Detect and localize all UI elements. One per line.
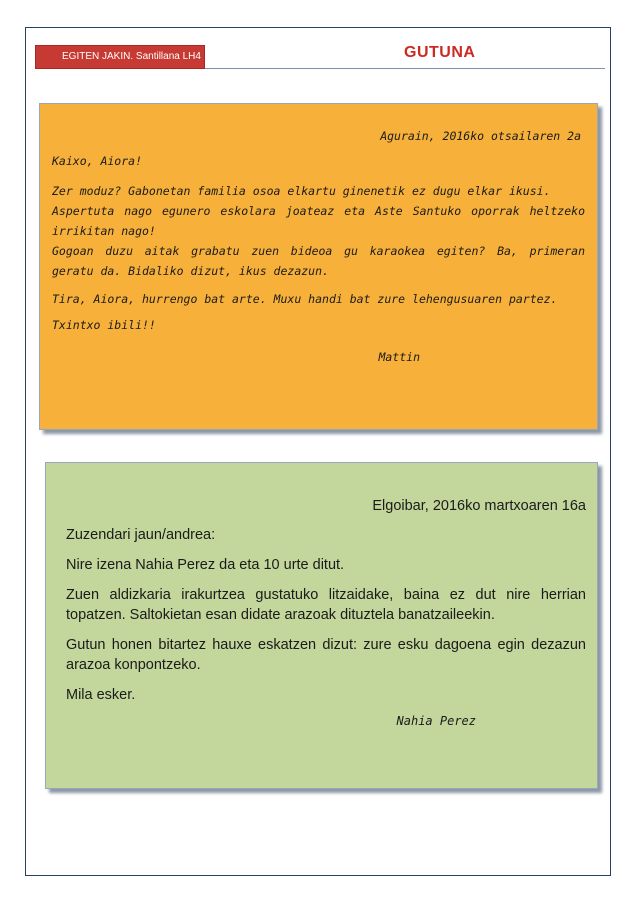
informal-letter xyxy=(39,103,598,430)
letter-closing: Txintxo ibili!! xyxy=(52,318,156,332)
letter-paragraph: Tira, Aiora, hurrengo bat arte. Muxu handi bat zure lehengusuaren partez. xyxy=(52,292,558,306)
letter-signature: Nahia Perez xyxy=(396,714,476,728)
source-tag: EGITEN JAKIN. Santillana LH4 xyxy=(35,45,205,69)
letter-closing: Mila esker. xyxy=(66,687,136,703)
page-title: GUTUNA xyxy=(404,44,476,61)
letter-paragraph: Zuen aldizkaria irakurtzea gustatuko litzaidake, baina ez dut nire herrian topatzen. Saltokietan esan didate arazoak dituztela banatzaileekin. xyxy=(66,587,586,623)
letter-paragraph: Gogoan duzu aitak grabatu zuen bideoa gu karaokea egiten? Ba, primeran geratu da. Bidaliko dizut, ikus dezazun. xyxy=(52,244,585,278)
letter-date: Elgoibar, 2016ko martxoaren 16a xyxy=(372,498,586,514)
letter-paragraph: Gutun honen bitartez hauxe eskatzen dizut: zure esku dagoena egin dezazun arazoa konpontzeko. xyxy=(66,637,586,673)
letter-paragraph: Nire izena Nahia Perez da eta 10 urte ditut. xyxy=(66,557,345,573)
formal-letter xyxy=(45,462,598,789)
letter-paragraph: Zer moduz? Gabonetan familia osoa elkartu ginenetik ez dugu elkar ikusi. xyxy=(52,184,551,198)
header-rule xyxy=(205,68,605,69)
letter-signature: Mattin xyxy=(378,350,420,364)
letter-paragraph: Aspertuta nago egunero eskolara joateaz eta Aste Santuko oporrak heltzeko irrikitan nago! xyxy=(52,204,585,238)
letter-date: Agurain, 2016ko otsailaren 2a xyxy=(380,129,581,143)
letter-greeting: Zuzendari jaun/andrea: xyxy=(66,527,216,543)
letter-greeting: Kaixo, Aiora! xyxy=(52,154,143,168)
